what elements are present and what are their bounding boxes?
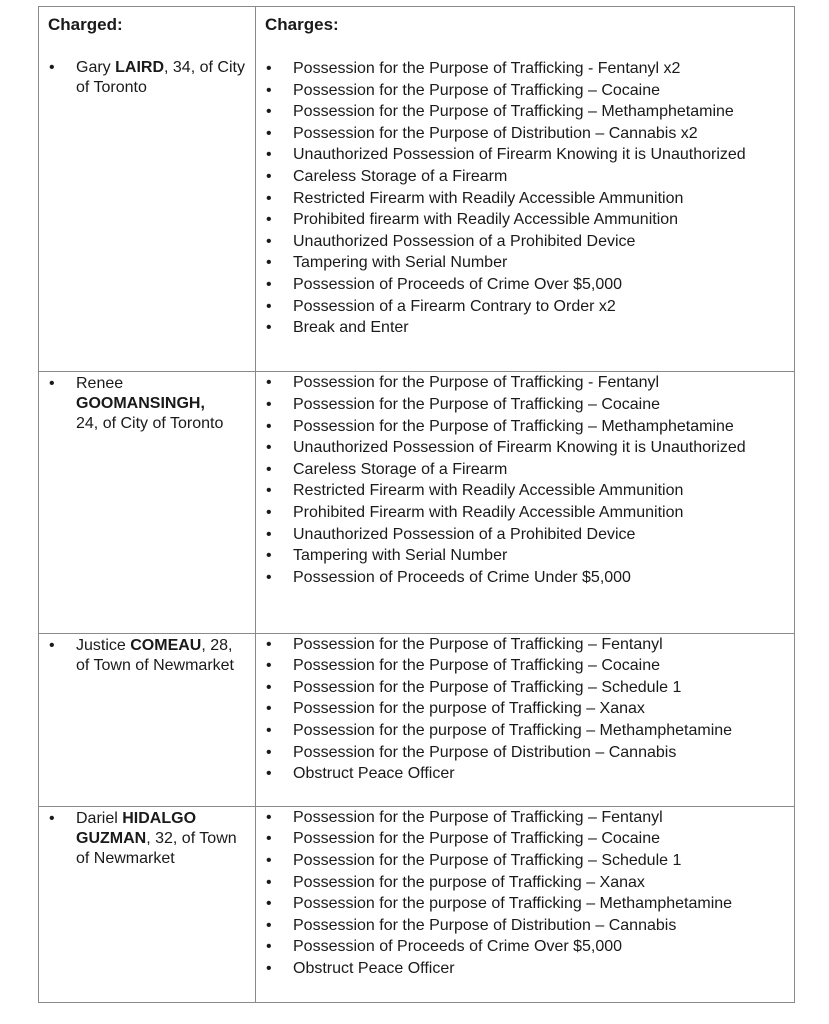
charge-item: • Possession for the Purpose of Distribution – Cannabis (293, 915, 794, 937)
charges-table (38, 6, 795, 1003)
charge-item: • Unauthorized Possession of a Prohibited Device (293, 231, 794, 253)
bullet-icon: • (49, 59, 55, 76)
person-entry (39, 374, 255, 434)
charges-list (256, 807, 794, 980)
bullet-icon: • (49, 809, 55, 827)
person-first-name: Dariel (76, 809, 123, 827)
charge-item: • Possession for the Purpose of Distribution – Cannabis (293, 742, 794, 764)
charge-item: • Possession for the Purpose of Distribution – Cannabis x2 (293, 123, 794, 145)
charge-item: • Possession for the purpose of Trafficking – Xanax (293, 698, 794, 720)
charge-item: • Possession of Proceeds of Crime Over $5,000 (293, 274, 794, 296)
person-first-name: Renee (76, 375, 124, 393)
table-row (39, 633, 795, 806)
charge-item: • Possession for the Purpose of Trafficking – Fentanyl (293, 634, 794, 656)
person-entry (39, 58, 255, 98)
charge-item: • Possession for the Purpose of Trafficking - Fentanyl x2 (293, 58, 794, 80)
charge-item: • Careless Storage of a Firearm (293, 459, 794, 481)
charges-list (256, 634, 794, 785)
charges-cell (256, 7, 795, 372)
person-last-name: LAIRD (115, 59, 165, 76)
charge-item: • Careless Storage of a Firearm (293, 166, 794, 188)
charge-item: • Prohibited Firearm with Readily Accessible Ammunition (293, 502, 794, 524)
charge-item: • Possession for the Purpose of Trafficking – Schedule 1 (293, 677, 794, 699)
charge-item: • Prohibited firearm with Readily Accessible Ammunition (293, 209, 794, 231)
charges-cell (256, 806, 795, 1002)
charge-item: • Unauthorized Possession of Firearm Knowing it is Unauthorized (293, 144, 794, 166)
charge-item: • Possession for the Purpose of Trafficking – Methamphetamine (293, 101, 794, 123)
charges-cell (256, 633, 795, 806)
charge-item: • Possession for the Purpose of Trafficking – Cocaine (293, 80, 794, 102)
charged-cell (39, 372, 256, 633)
person-last-name: COMEAU (130, 636, 202, 654)
charged-cell (39, 806, 256, 1002)
charge-item: • Obstruct Peace Officer (293, 763, 794, 785)
charge-item: • Tampering with Serial Number (293, 252, 794, 274)
charge-item: • Possession for the Purpose of Trafficking - Fentanyl (293, 372, 794, 394)
charge-item: • Possession for the purpose of Trafficking – Methamphetamine (293, 893, 794, 915)
charges-cell (256, 372, 795, 633)
charge-item: • Unauthorized Possession of a Prohibited Device (293, 524, 794, 546)
charge-item: • Possession of a Firearm Contrary to Order x2 (293, 296, 794, 318)
charge-item: • Possession for the Purpose of Trafficking – Methamphetamine (293, 416, 794, 438)
charged-header: Charged: (48, 15, 123, 34)
charge-item: • Possession for the Purpose of Trafficking – Cocaine (293, 655, 794, 677)
person-details: , 28, of Town of Newmarket (76, 636, 234, 674)
person-first-name: Justice (76, 636, 131, 654)
charge-item: • Possession for the purpose of Trafficking – Methamphetamine (293, 720, 794, 742)
person-entry (39, 809, 255, 869)
charges-list (256, 372, 794, 588)
person-entry (39, 636, 255, 676)
charge-item: • Unauthorized Possession of Firearm Knowing it is Unauthorized (293, 437, 794, 459)
person-last-name: HIDALGO GUZMAN (76, 809, 197, 847)
charge-item: • Possession for the Purpose of Trafficking – Fentanyl (293, 807, 794, 829)
person-last-name: GOOMANSINGH, (76, 395, 205, 413)
person-details: , 32, of Town of Newmarket (76, 829, 237, 867)
charge-item: • Restricted Firearm with Readily Accessible Ammunition (293, 480, 794, 502)
table-row (39, 7, 795, 372)
charge-item: • Tampering with Serial Number (293, 545, 794, 567)
charge-item: • Restricted Firearm with Readily Accessible Ammunition (293, 188, 794, 210)
charge-item: • Possession of Proceeds of Crime Under $5,000 (293, 567, 794, 589)
charge-item: • Possession for the Purpose of Trafficking – Cocaine (293, 828, 794, 850)
bullet-icon: • (49, 636, 55, 654)
charge-item: • Possession for the Purpose of Trafficking – Schedule 1 (293, 850, 794, 872)
table-row (39, 372, 795, 633)
person-details: 24, of City of Toronto (76, 415, 224, 433)
charge-item: • Obstruct Peace Officer (293, 958, 794, 980)
bullet-icon: • (49, 375, 55, 393)
charged-cell (39, 633, 256, 806)
person-first-name: Gary (76, 59, 116, 76)
person-details: , 34, of City of Toronto (76, 59, 245, 96)
charges-list (256, 58, 794, 339)
charges-header: Charges: (265, 15, 339, 34)
charge-item: • Possession for the Purpose of Trafficking – Cocaine (293, 394, 794, 416)
charge-item: • Possession of Proceeds of Crime Over $5,000 (293, 936, 794, 958)
charged-cell (39, 7, 256, 372)
charge-item: • Break and Enter (293, 317, 794, 339)
charge-item: • Possession for the purpose of Trafficking – Xanax (293, 872, 794, 894)
table-row (39, 806, 795, 1002)
